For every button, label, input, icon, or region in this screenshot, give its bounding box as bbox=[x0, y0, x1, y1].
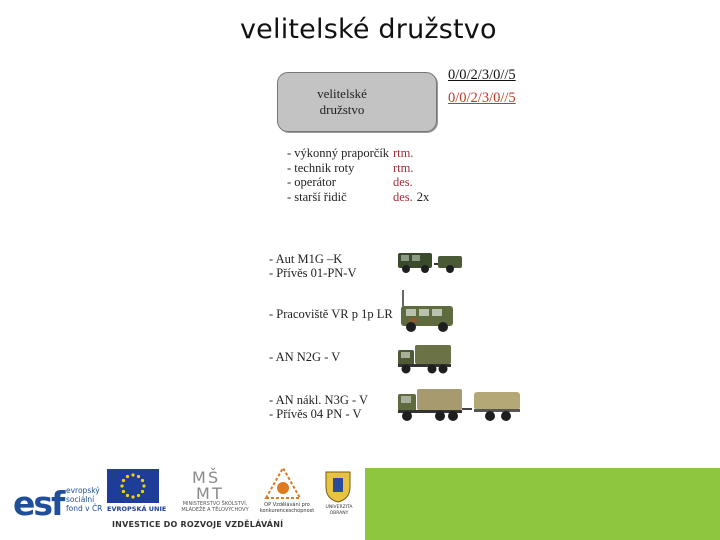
equipment-item bbox=[269, 252, 357, 280]
eu-star bbox=[126, 494, 129, 497]
svg-text:Š: Š bbox=[208, 468, 219, 487]
personnel-rank: rtm. bbox=[393, 160, 414, 175]
svg-text:M: M bbox=[196, 484, 210, 501]
personnel-role: - operátor bbox=[287, 175, 336, 189]
eu-star bbox=[137, 475, 140, 478]
military-jeep-with-trailer-icon bbox=[396, 248, 466, 274]
personnel-row bbox=[287, 175, 429, 190]
svg-text:M: M bbox=[192, 468, 206, 487]
investice-slogan: INVESTICE DO ROZVOJE VZDĚLÁVÁNÍ bbox=[112, 520, 284, 529]
equipment-line: - Přívěs 04 PN - V bbox=[269, 407, 362, 421]
personnel-role: - technik roty bbox=[287, 160, 355, 175]
university-text: UNIVERZITA OBRANY bbox=[325, 505, 353, 516]
eu-star bbox=[141, 490, 144, 493]
equipment-item bbox=[269, 393, 368, 421]
equipment-line: - AN nákl. N3G - V bbox=[269, 393, 369, 407]
personnel-row bbox=[287, 161, 429, 176]
personnel-count: 2x bbox=[416, 189, 430, 204]
eu-star bbox=[126, 475, 129, 478]
eu-star bbox=[122, 479, 125, 482]
military-truck-with-trailer-icon bbox=[396, 386, 524, 424]
op-logo-icon bbox=[260, 466, 306, 502]
personnel-rank: des. bbox=[393, 175, 413, 189]
esf-logo-text bbox=[66, 486, 102, 513]
eu-star bbox=[120, 484, 123, 487]
equipment-line: - Pracoviště VR p 1p LR bbox=[269, 307, 393, 321]
eu-star bbox=[122, 490, 125, 493]
msmt-text: MINISTERSTVO ŠKOLSTVÍ, MLÁDEŽE A TĚLOVÝCHOVY bbox=[181, 501, 249, 513]
eu-star bbox=[142, 484, 145, 487]
equipment-item bbox=[269, 350, 340, 364]
unit-box-label: velitelské družstvo bbox=[317, 86, 367, 117]
green-band bbox=[365, 468, 720, 540]
personnel-row bbox=[287, 190, 429, 205]
eu-label: EVROPSKÁ UNIE bbox=[107, 505, 167, 513]
equipment-item bbox=[269, 307, 393, 321]
eu-star bbox=[131, 495, 134, 498]
esf-text-line: fond v ČR bbox=[66, 504, 103, 513]
slide-title: velitelské družstvo bbox=[240, 14, 497, 45]
esf-text-line: sociální bbox=[66, 495, 95, 504]
code-line-1: 0/0/2/3/0//5 bbox=[448, 67, 516, 83]
equipment-line: - Aut M1G –K bbox=[269, 252, 343, 266]
university-crest-icon bbox=[323, 469, 353, 503]
personnel-role: - starší řidič bbox=[287, 189, 347, 204]
military-van-with-antenna-icon bbox=[396, 290, 456, 332]
code-line-2: 0/0/2/3/0//5 bbox=[448, 90, 516, 106]
equipment-line: - AN N2G - V bbox=[269, 350, 341, 364]
svg-text:T: T bbox=[212, 484, 222, 501]
msmt-logo-icon bbox=[190, 467, 234, 501]
eu-star bbox=[137, 494, 140, 497]
military-truck-icon bbox=[396, 342, 454, 374]
personnel-list bbox=[287, 146, 429, 204]
personnel-rank: rtm. bbox=[393, 146, 414, 160]
personnel-row bbox=[287, 146, 429, 161]
eu-flag-icon bbox=[107, 469, 159, 503]
esf-logo: esf bbox=[13, 484, 64, 523]
personnel-rank: des. bbox=[393, 189, 413, 204]
equipment-line: - Přívěs 01-PN-V bbox=[269, 266, 357, 280]
code-block bbox=[448, 64, 516, 110]
op-text: OP Vzdělávání pro konkurenceschopnost bbox=[259, 502, 315, 514]
esf-text-line: evropský bbox=[66, 486, 100, 495]
eu-star bbox=[131, 473, 134, 476]
eu-star bbox=[141, 479, 144, 482]
unit-box bbox=[277, 72, 437, 132]
personnel-role: - výkonný praporčík bbox=[287, 146, 390, 160]
